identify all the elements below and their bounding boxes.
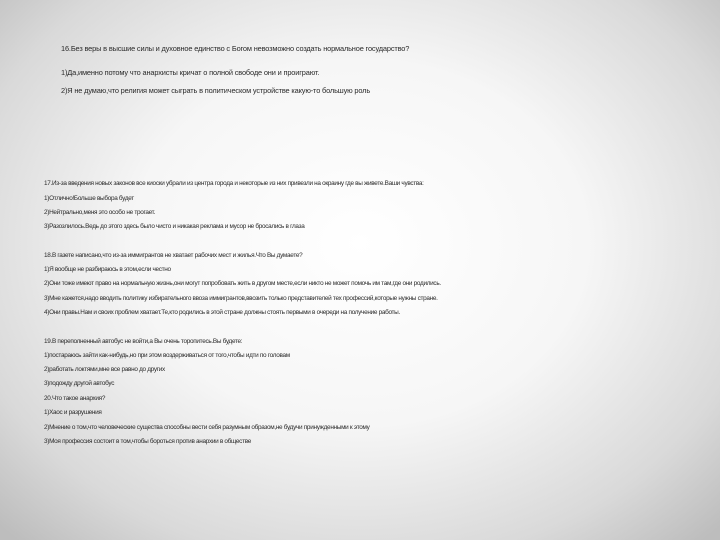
answer-18-4: 4)Они правы.Нам и своих проблем хватает.Те,кто родились в этой стране должны стоять первыми в очереди на получение работы. — [44, 309, 400, 316]
answer-18-3: 3)Мне кажется,надо вводить политику избирательного ввоза иммигрантов,ввозить только представителей тех профессий,которые нужны стране. — [44, 295, 438, 302]
answer-17-1: 1)Отлично!Больше выбора будет — [44, 195, 134, 202]
question-17: 17.Из-за введения новых законов все киоски убрали из центра города и некоторые из них привезли на окраину где вы живете.Ваши чувства: — [44, 180, 424, 187]
answer-20-2: 2)Мнение о том,что человеческие существа способны вести себя разумным образом,не будучи принужденными к этому — [44, 424, 370, 431]
question-18: 18.В газете написано,что из-за иммигрантов не хватает рабочих мест и жилья.Что Вы думаете? — [44, 252, 303, 259]
answer-17-2: 2)Нейтрально,меня это особо не трогает. — [44, 209, 156, 216]
answer-20-3: 3)Моя профессия состоит в том,чтобы бороться против анархии в обществе — [44, 438, 251, 445]
answer-18-2: 2)Они тоже имеют право на нормальную жизнь,они могут попробовать жить в другом месте,если никто не может помочь им там,где они родились. — [44, 280, 441, 287]
answer-17-3: 3)Разозлилось.Ведь до этого здесь было чисто и никакая реклама и мусор не бросались в глаза — [44, 223, 305, 230]
question-20: 20.Что такое анархия? — [44, 395, 106, 402]
answer-20-1: 1)Хаос и разрушения — [44, 409, 102, 416]
question-16: 16.Без веры в высшие силы и духовное единство с Богом невозможно создать нормальное государство? — [61, 44, 410, 53]
answer-18-1: 1)Я вообще не разбираюсь в этом,если честно — [44, 266, 171, 273]
answer-16-1: 1)Да,именно потому что анархисты кричат о полной свободе они и проиграют. — [61, 68, 320, 77]
answer-16-2: 2)Я не думаю,что религия может сыграть в политическом устройстве какую-то большую роль — [61, 86, 371, 95]
question-19: 19.В переполненный автобус не войти,а Вы очень торопитесь.Вы будете: — [44, 338, 243, 345]
answer-19-1: 1)постараюсь зайти как-нибудь,но при этом воздерживаться от того,чтобы идти по головам — [44, 352, 290, 359]
answer-19-2: 2)работать локтями,мне все равно до других — [44, 366, 165, 373]
answer-19-3: 3)подожду другой автобус — [44, 380, 115, 387]
